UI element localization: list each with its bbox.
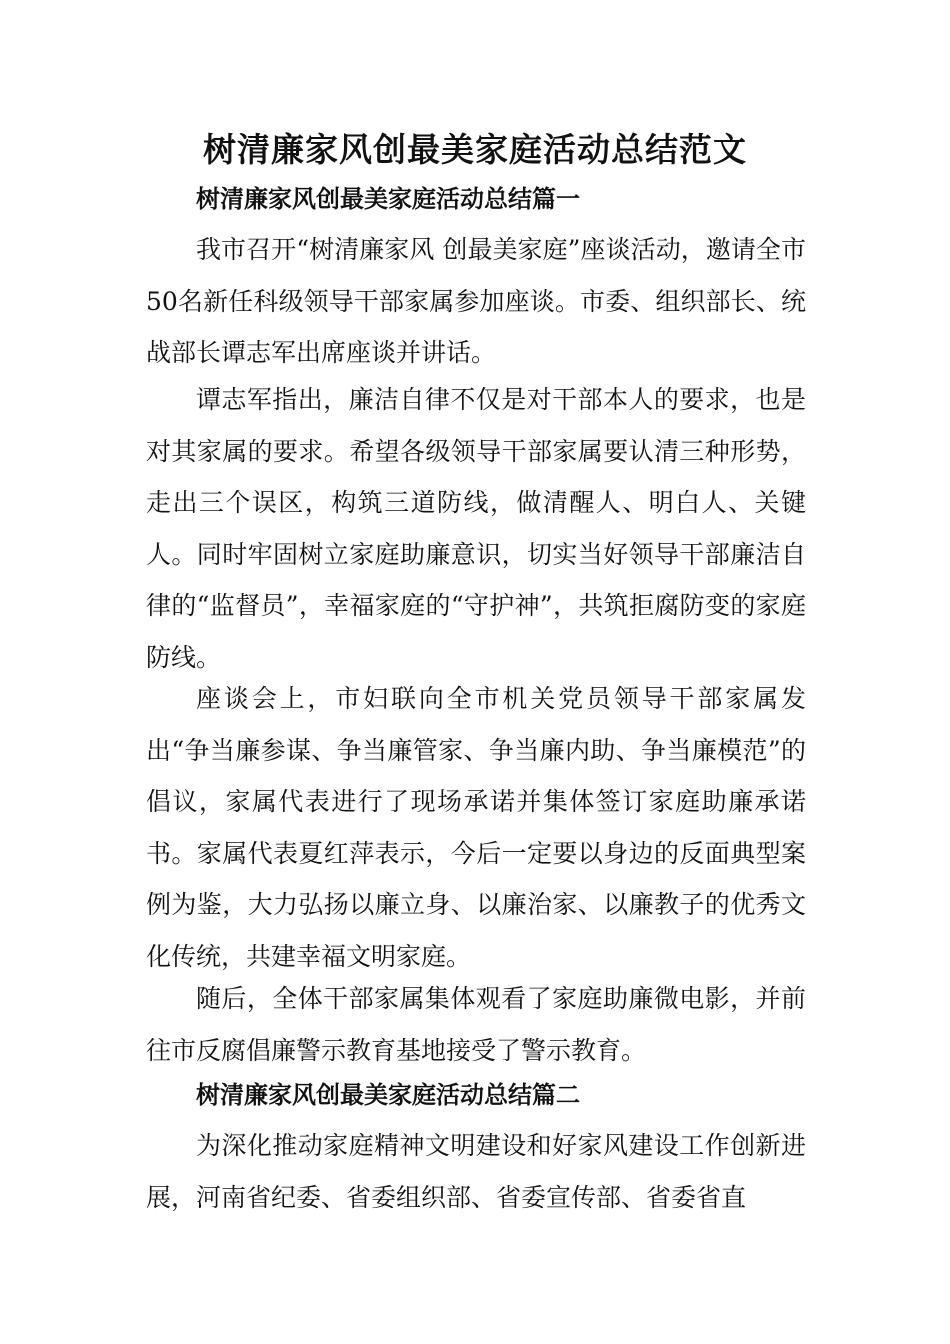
paragraph-1: 我市召开“树清廉家风 创最美家庭”座谈活动，邀请全市50名新任科级领导干部家属参加座谈。市委、组织部长、统战部长谭志军出席座谈并讲话。 xyxy=(146,235,806,367)
paragraph-4: 随后，全体干部家属集体观看了家庭助廉微电影，并前往市反腐倡廉警示教育基地接受了警示教育。 xyxy=(146,984,806,1065)
section-heading-2: 树清廉家风创最美家庭活动总结篇二 xyxy=(196,1081,580,1109)
paragraph-3: 座谈会上，市妇联向全市机关党员领导干部家属发出“争当廉参谋、争当廉管家、争当廉内助、争当廉模范”的倡议，家属代表进行了现场承诺并集体签订家庭助廉承诺书。家属代表夏红萍表示，今后一定要以身边的反面典型案例为鉴，大力弘扬以廉立身、以廉治家、以廉教子的优秀文化传统，共建幸福文明家庭。 xyxy=(146,684,806,971)
document-title: 树清廉家风创最美家庭活动总结范文 xyxy=(203,130,747,169)
paragraph-5: 为深化推动家庭精神文明建设和好家风建设工作创新进展，河南省纪委、省委组织部、省委宣传部、省委省直 xyxy=(146,1131,806,1212)
section-heading-1: 树清廉家风创最美家庭活动总结篇一 xyxy=(196,185,580,213)
paragraph-2: 谭志军指出，廉洁自律不仅是对干部本人的要求，也是对其家属的要求。希望各级领导干部家属要认清三种形势，走出三个误区，构筑三道防线，做清醒人、明白人、关键人。同时牢固树立家庭助廉意识，切实当好领导干部廉洁自律的“监督员”，幸福家庭的“守护神”，共筑拒腐防变的家庭防线。 xyxy=(146,385,806,672)
